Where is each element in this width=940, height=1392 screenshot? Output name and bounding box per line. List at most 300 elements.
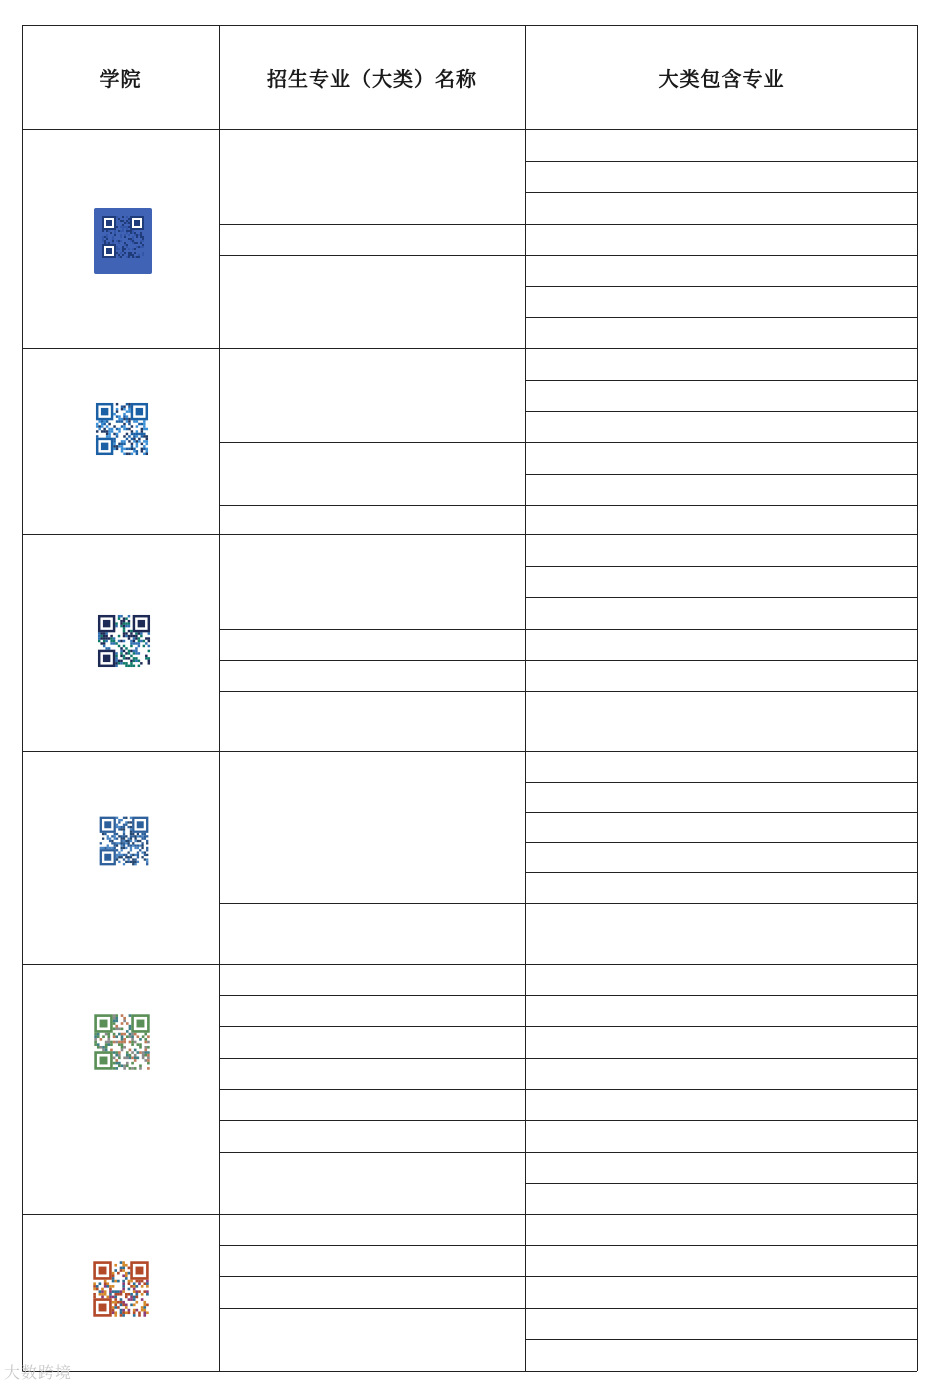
- qr-module: [123, 831, 125, 833]
- qr-module: [111, 428, 113, 430]
- qr-module: [114, 833, 116, 835]
- qr-code-icon: [89, 1009, 155, 1075]
- qr-module: [118, 645, 120, 647]
- qr-module: [143, 445, 145, 447]
- qr-module: [135, 635, 137, 637]
- qr-module: [100, 632, 102, 634]
- qr-module: [133, 635, 135, 637]
- row-divider: [525, 1120, 917, 1121]
- qr-module: [115, 1054, 118, 1057]
- qr-module: [128, 615, 130, 617]
- qr-module: [130, 232, 132, 234]
- qr-module: [123, 443, 125, 445]
- qr-module: [104, 242, 106, 244]
- qr-module: [141, 428, 143, 430]
- qr-module: [138, 256, 140, 258]
- row-divider: [525, 317, 917, 318]
- qr-module: [125, 662, 127, 664]
- qr-module: [148, 650, 150, 652]
- qr-module: [121, 443, 123, 445]
- qr-module: [107, 844, 109, 846]
- qr-module: [105, 1041, 108, 1044]
- qr-module: [105, 1043, 108, 1046]
- qr-module: [137, 851, 139, 853]
- qr-module: [138, 620, 145, 627]
- qr-module: [104, 236, 106, 238]
- qr-module: [103, 428, 105, 430]
- qr-module: [121, 425, 123, 427]
- qr-module: [129, 1057, 132, 1060]
- qr-module: [123, 640, 125, 642]
- qr-module: [148, 662, 150, 664]
- qr-module: [128, 448, 130, 450]
- qr-module: [124, 252, 126, 254]
- qr-module: [146, 1290, 149, 1293]
- qr-module: [107, 1033, 110, 1036]
- row-divider: [525, 1214, 917, 1215]
- qr-module: [134, 234, 136, 236]
- qr-module: [143, 425, 145, 427]
- qr-module: [118, 615, 120, 617]
- qr-module: [146, 453, 148, 455]
- qr-module: [118, 1054, 121, 1057]
- row-divider: [525, 1245, 917, 1246]
- qr-module: [126, 1035, 129, 1038]
- qr-module: [128, 230, 130, 232]
- qr-module: [121, 1035, 124, 1038]
- qr-module: [112, 238, 114, 240]
- qr-module: [122, 248, 124, 250]
- qr-module: [116, 842, 118, 844]
- row-divider: [219, 505, 525, 506]
- qr-module: [115, 1067, 118, 1070]
- qr-module: [120, 220, 122, 222]
- qr-module: [116, 420, 118, 422]
- qr-module: [145, 655, 147, 657]
- qr-module: [126, 1022, 129, 1025]
- qr-module: [131, 433, 133, 435]
- qr-module: [126, 246, 128, 248]
- qr-module: [115, 1035, 118, 1038]
- qr-module: [115, 1041, 118, 1044]
- qr-module: [118, 861, 120, 863]
- qr-module: [108, 428, 110, 430]
- qr-module: [107, 1038, 110, 1041]
- qr-module: [115, 1051, 118, 1054]
- qr-module: [122, 1309, 125, 1312]
- qr-module: [109, 847, 111, 849]
- qr-module: [116, 403, 118, 405]
- qr-module: [104, 1280, 107, 1283]
- row-divider: [525, 161, 917, 162]
- qr-module: [121, 826, 123, 828]
- row-divider: [525, 1026, 917, 1027]
- qr-module: [130, 847, 132, 849]
- qr-module: [110, 640, 112, 642]
- qr-module: [146, 1304, 149, 1307]
- qr-module: [106, 234, 108, 236]
- qr-module: [134, 838, 136, 840]
- qr-module: [126, 232, 128, 234]
- qr-module: [127, 861, 129, 863]
- qr-module: [132, 236, 134, 238]
- qr-module: [118, 662, 120, 664]
- qr-module: [116, 849, 118, 851]
- qr-module: [134, 835, 136, 837]
- qr-module: [142, 1051, 145, 1054]
- qr-module: [113, 1014, 116, 1017]
- qr-module: [101, 443, 108, 450]
- qr-module: [100, 842, 102, 844]
- qr-module: [118, 1062, 121, 1065]
- qr-module: [131, 445, 133, 447]
- qr-module: [136, 1293, 139, 1296]
- qr-module: [113, 443, 115, 445]
- qr-module: [131, 1057, 134, 1060]
- qr-module: [141, 1285, 144, 1288]
- row-divider: [219, 903, 525, 904]
- qr-module: [93, 1282, 96, 1285]
- qr-module: [115, 655, 117, 657]
- qr-module: [120, 226, 122, 228]
- qr-module: [143, 420, 145, 422]
- qr-module: [137, 856, 139, 858]
- qr-module: [113, 1041, 116, 1044]
- qr-module: [123, 863, 125, 865]
- qr-module: [121, 418, 123, 420]
- qr-module: [125, 657, 127, 659]
- column-divider: [219, 25, 220, 1371]
- qr-module: [113, 1062, 116, 1065]
- row-divider: [525, 1276, 917, 1277]
- qr-module: [120, 1290, 123, 1293]
- qr-module: [130, 662, 132, 664]
- qr-module: [139, 844, 141, 846]
- qr-module: [128, 630, 130, 632]
- qr-module: [121, 1049, 124, 1052]
- qr-module: [142, 236, 144, 238]
- qr-module: [147, 1054, 150, 1057]
- qr-module: [110, 637, 112, 639]
- qr-module: [133, 1285, 136, 1288]
- qr-module: [104, 240, 106, 242]
- qr-module: [123, 662, 125, 664]
- qr-module: [116, 248, 118, 250]
- qr-module: [123, 645, 125, 647]
- qr-module: [139, 1046, 142, 1049]
- qr-module: [141, 448, 143, 450]
- qr-module: [139, 1064, 142, 1067]
- qr-module: [131, 1033, 134, 1036]
- qr-module: [120, 256, 122, 258]
- row-divider: [219, 964, 525, 965]
- qr-module: [141, 1298, 144, 1301]
- qr-module: [127, 826, 129, 828]
- qr-module: [125, 1264, 128, 1267]
- qr-module: [136, 1280, 139, 1283]
- qr-module: [132, 254, 134, 256]
- qr-module: [109, 1293, 112, 1296]
- qr-module: [128, 1272, 131, 1275]
- qr-module: [143, 1309, 146, 1312]
- qr-module: [146, 849, 148, 851]
- qr-module: [122, 1304, 125, 1307]
- qr-module: [128, 622, 130, 624]
- qr-module: [138, 642, 140, 644]
- qr-module: [126, 1064, 129, 1067]
- qr-module: [99, 1290, 102, 1293]
- row-divider: [219, 1026, 525, 1027]
- qr-module: [133, 433, 135, 435]
- qr-module: [136, 433, 138, 435]
- qr-module: [109, 1290, 112, 1293]
- qr-module: [121, 405, 123, 407]
- qr-module: [102, 833, 104, 835]
- qr-module: [141, 443, 143, 445]
- qr-module: [130, 849, 132, 851]
- qr-module: [96, 1285, 99, 1288]
- qr-module: [114, 838, 116, 840]
- qr-module: [106, 242, 108, 244]
- qr-module: [129, 1035, 132, 1038]
- qr-module: [140, 640, 142, 642]
- qr-module: [112, 1280, 115, 1283]
- qr-module: [130, 840, 132, 842]
- qr-module: [123, 620, 125, 622]
- qr-module: [140, 662, 142, 664]
- qr-module: [130, 254, 132, 256]
- qr-module: [121, 1033, 124, 1036]
- qr-module: [116, 415, 118, 417]
- qr-module: [127, 844, 129, 846]
- qr-module: [123, 826, 125, 828]
- qr-module: [130, 826, 132, 828]
- qr-module: [98, 428, 100, 430]
- qr-module: [133, 640, 135, 642]
- qr-module: [122, 246, 124, 248]
- qr-module: [114, 1296, 117, 1299]
- qr-module: [142, 1057, 145, 1060]
- qr-module: [128, 1309, 131, 1312]
- qr-module: [123, 842, 125, 844]
- qr-module: [146, 847, 148, 849]
- qr-module: [137, 821, 144, 828]
- qr-module: [102, 1049, 105, 1052]
- qr-module: [146, 428, 148, 430]
- qr-module: [137, 840, 139, 842]
- qr-module: [98, 640, 100, 642]
- qr-module: [130, 1280, 133, 1283]
- qr-module: [130, 642, 132, 644]
- qr-module: [130, 645, 132, 647]
- qr-module: [120, 240, 122, 242]
- qr-module: [137, 844, 139, 846]
- qr-module: [128, 220, 130, 222]
- qr-module: [112, 1285, 115, 1288]
- row-divider: [219, 1058, 525, 1059]
- qr-module: [142, 238, 144, 240]
- qr-module: [133, 448, 135, 450]
- row-divider: [525, 224, 917, 225]
- qr-module: [134, 248, 136, 250]
- row-divider: [219, 660, 525, 661]
- qr-module: [133, 450, 135, 452]
- qr-module: [146, 1311, 149, 1314]
- qr-module: [120, 252, 122, 254]
- qr-module: [118, 826, 120, 828]
- qr-module: [129, 1014, 132, 1017]
- qr-code-icon: [95, 812, 153, 870]
- qr-module: [138, 440, 140, 442]
- qr-module: [107, 1035, 110, 1038]
- qr-module: [132, 842, 134, 844]
- qr-module: [114, 847, 116, 849]
- qr-module: [128, 423, 130, 425]
- qr-module: [93, 1293, 96, 1296]
- qr-module: [110, 1043, 113, 1046]
- qr-module: [142, 246, 144, 248]
- qr-module: [114, 230, 116, 232]
- qr-module: [134, 1057, 137, 1060]
- qr-module: [108, 242, 110, 244]
- qr-module: [138, 1314, 141, 1317]
- qr-module: [125, 1296, 128, 1299]
- qr-module: [130, 240, 132, 242]
- qr-module: [118, 835, 120, 837]
- qr-module: [146, 835, 148, 837]
- qr-module: [136, 246, 138, 248]
- qr-module: [108, 230, 110, 232]
- qr-module: [107, 1043, 110, 1046]
- qr-module: [112, 1309, 115, 1312]
- qr-module: [144, 1041, 147, 1044]
- qr-module: [112, 1272, 115, 1275]
- qr-module: [113, 413, 115, 415]
- qr-module: [114, 1280, 117, 1283]
- qr-module: [133, 650, 135, 652]
- qr-module: [131, 443, 133, 445]
- qr-module: [133, 660, 135, 662]
- qr-module: [121, 840, 123, 842]
- qr-module: [117, 1280, 120, 1283]
- qr-module: [105, 647, 107, 649]
- qr-module: [125, 1304, 128, 1307]
- qr-module: [104, 821, 111, 828]
- qr-module: [143, 1290, 146, 1293]
- qr-module: [123, 448, 125, 450]
- qr-module: [116, 408, 118, 410]
- qr-module: [133, 1311, 136, 1314]
- qr-module: [145, 657, 147, 659]
- qr-module: [128, 1280, 131, 1283]
- qr-module: [112, 1311, 115, 1314]
- qr-module: [143, 453, 145, 455]
- qr-module: [122, 1314, 125, 1317]
- qr-module: [130, 1293, 133, 1296]
- qr-module: [120, 1301, 123, 1304]
- qr-module: [133, 1296, 136, 1299]
- qr-module: [138, 1290, 141, 1293]
- row-divider: [219, 1214, 525, 1215]
- qr-module: [125, 665, 127, 667]
- qr-module: [100, 642, 102, 644]
- qr-module: [134, 256, 136, 258]
- qr-module: [139, 849, 141, 851]
- qr-module: [128, 1282, 131, 1285]
- qr-module: [123, 1046, 126, 1049]
- qr-module: [97, 1043, 100, 1046]
- qr-module: [120, 1267, 123, 1270]
- row-divider: [525, 566, 917, 567]
- qr-module: [116, 435, 118, 437]
- qr-module: [135, 652, 137, 654]
- qr-module: [132, 230, 134, 232]
- qr-module: [105, 1049, 108, 1052]
- qr-module: [114, 1304, 117, 1307]
- qr-module: [131, 1035, 134, 1038]
- qr-module: [123, 1033, 126, 1036]
- qr-module: [113, 445, 115, 447]
- qr-module: [133, 435, 135, 437]
- qr-module: [120, 1311, 123, 1314]
- qr-module: [143, 440, 145, 442]
- qr-module: [120, 622, 122, 624]
- qr-module: [135, 637, 137, 639]
- qr-module: [141, 856, 143, 858]
- qr-module: [94, 1035, 97, 1038]
- qr-module: [144, 1051, 147, 1054]
- qr-module: [137, 854, 139, 856]
- qr-module: [123, 844, 125, 846]
- qr-module: [123, 835, 125, 837]
- row-divider: [219, 534, 525, 535]
- row-divider: [219, 995, 525, 996]
- qr-module: [116, 428, 118, 430]
- qr-module: [141, 423, 143, 425]
- qr-module: [125, 821, 127, 823]
- qr-module: [106, 430, 108, 432]
- qr-module: [127, 856, 129, 858]
- qr-module: [121, 1043, 124, 1046]
- qr-module: [148, 660, 150, 662]
- qr-module: [121, 440, 123, 442]
- qr-module: [116, 833, 118, 835]
- header-college: 学院: [99, 66, 142, 91]
- qr-module: [130, 665, 132, 667]
- qr-module: [120, 1293, 123, 1296]
- qr-module: [144, 851, 146, 853]
- qr-module: [102, 1046, 105, 1049]
- qr-module: [136, 445, 138, 447]
- qr-module: [111, 847, 113, 849]
- qr-module: [122, 1288, 125, 1291]
- qr-module: [137, 847, 139, 849]
- qr-module: [121, 1046, 124, 1049]
- qr-module: [135, 660, 137, 662]
- qr-module: [143, 448, 145, 450]
- qr-module: [127, 838, 129, 840]
- qr-module: [106, 1282, 109, 1285]
- qr-module: [124, 244, 126, 246]
- qr-module: [137, 835, 139, 837]
- qr-module: [97, 1035, 100, 1038]
- qr-code-icon: [88, 1256, 154, 1322]
- qr-module: [118, 254, 120, 256]
- qr-module: [133, 637, 135, 639]
- qr-module: [121, 819, 123, 821]
- qr-module: [123, 1038, 126, 1041]
- qr-module: [113, 440, 115, 442]
